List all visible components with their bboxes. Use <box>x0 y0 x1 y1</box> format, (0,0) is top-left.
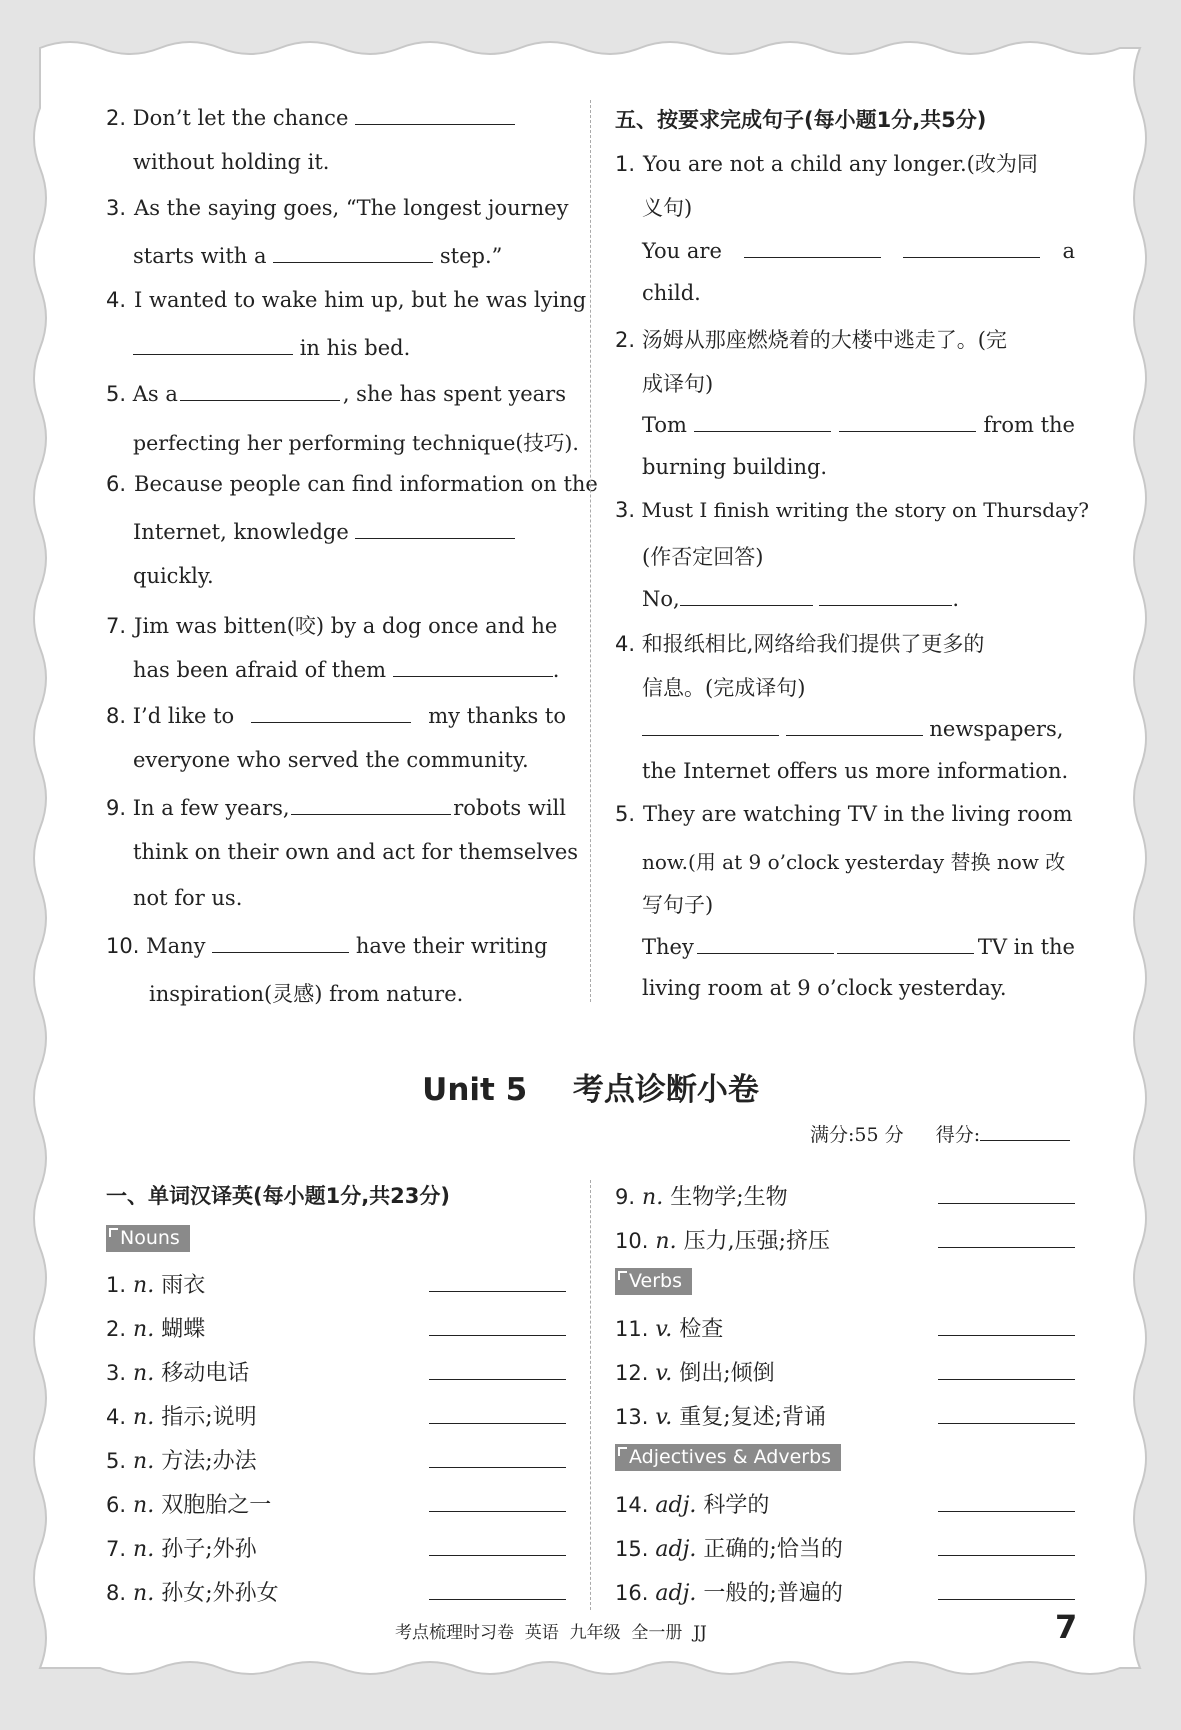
answer-blank[interactable] <box>680 585 813 606</box>
answer-blank[interactable] <box>393 656 553 677</box>
sentence-q4: 4. 和报纸相比,网络给我们提供了更多的 <box>615 632 985 656</box>
question-7: 7. Jim was bitten(咬) by a dog once and he <box>106 614 558 638</box>
answer-blank[interactable] <box>642 715 779 736</box>
tag-nouns: Nouns <box>106 1225 190 1252</box>
answer-blank[interactable] <box>837 933 974 954</box>
answer-blank[interactable] <box>744 237 881 258</box>
sentence-q5: 5. They are watching TV in the living room <box>615 802 1073 826</box>
answer-blank[interactable] <box>819 585 952 606</box>
question-10: 10. Many have their writing <box>106 934 548 958</box>
vocab-item: 1. n. 雨衣 <box>106 1268 566 1298</box>
unit-heading <box>0 1064 1181 1109</box>
unit-subtitle: 考点诊断小卷 <box>572 1072 759 1108</box>
answer-blank[interactable] <box>133 334 293 355</box>
vocab-item: 16. adj. 一般的;普遍的 <box>615 1576 1075 1606</box>
answer-blank[interactable] <box>938 1578 1075 1600</box>
footer-text: 考点梳理时习卷 英语 九年级 全一册 JJ <box>395 1623 707 1643</box>
answer-blank[interactable] <box>429 1534 566 1556</box>
answer-blank[interactable] <box>938 1402 1075 1424</box>
vocab-item: 15. adj. 正确的;恰当的 <box>615 1532 1075 1562</box>
answer-blank[interactable] <box>938 1358 1075 1380</box>
question-5: 5. As a , she has spent years <box>106 382 566 406</box>
score-line: 满分:55 分 得分: <box>810 1120 1070 1147</box>
question-2: 2. Don’t let the chance <box>106 104 515 130</box>
answer-blank[interactable] <box>903 237 1040 258</box>
vocab-item: 6. n. 双胞胎之一 <box>106 1488 566 1518</box>
answer-blank[interactable] <box>694 411 831 432</box>
page-number: 7 <box>1055 1608 1078 1646</box>
score-blank[interactable] <box>980 1122 1070 1141</box>
answer-blank[interactable] <box>938 1226 1075 1248</box>
tag-adjectives-adverbs: Adjectives & Adverbs <box>615 1444 841 1471</box>
answer-blank[interactable] <box>429 1402 566 1424</box>
vocab-item: 9. n. 生物学;生物 <box>615 1180 1075 1210</box>
answer-blank[interactable] <box>355 104 515 125</box>
answer-blank[interactable] <box>938 1314 1075 1336</box>
question-4: 4. I wanted to wake him up, but he was lying <box>106 288 587 312</box>
answer-blank[interactable] <box>429 1270 566 1292</box>
answer-blank[interactable] <box>786 715 923 736</box>
column-divider <box>590 100 591 1002</box>
answer-blank[interactable] <box>429 1446 566 1468</box>
sentence-q1: 1. You are not a child any longer.(改为同 <box>615 152 1038 176</box>
question-3: 3. As the saying goes, “The longest journey <box>106 196 569 220</box>
question-6: 6. Because people can find information on the <box>106 472 598 496</box>
unit-title: Unit 5 <box>422 1072 528 1108</box>
vocab-item: 7. n. 孙子;外孙 <box>106 1532 566 1562</box>
vocab-item: 13. v. 重复;复述;背诵 <box>615 1400 1075 1430</box>
tag-verbs: Verbs <box>615 1268 692 1295</box>
answer-blank[interactable] <box>180 380 340 401</box>
answer-blank[interactable] <box>291 794 451 815</box>
vocab-item: 8. n. 孙女;外孙女 <box>106 1576 566 1606</box>
vocab-item: 10. n. 压力,压强;挤压 <box>615 1224 1075 1254</box>
sentence-q2: 2. 汤姆从那座燃烧着的大楼中逃走了。(完 <box>615 328 1007 352</box>
answer-blank[interactable] <box>355 518 515 539</box>
answer-blank[interactable] <box>273 242 433 263</box>
answer-blank[interactable] <box>251 702 411 723</box>
question-8: 8. I’d like to my thanks to <box>106 704 566 728</box>
answer-blank[interactable] <box>429 1490 566 1512</box>
answer-blank[interactable] <box>938 1490 1075 1512</box>
answer-blank[interactable] <box>938 1534 1075 1556</box>
sentence-q3: 3. Must I finish writing the story on Thursday? <box>615 498 1089 522</box>
answer-blank[interactable] <box>429 1578 566 1600</box>
vocab-item: 11. v. 检查 <box>615 1312 1075 1342</box>
vocab-item: 2. n. 蝴蝶 <box>106 1312 566 1342</box>
answer-blank[interactable] <box>938 1182 1075 1204</box>
answer-blank[interactable] <box>429 1314 566 1336</box>
answer-blank[interactable] <box>839 411 976 432</box>
section-title-1: 一、单词汉译英(每小题1分,共23分) <box>106 1184 451 1208</box>
section-title-5: 五、按要求完成句子(每小题1分,共5分) <box>615 108 987 132</box>
question-9: 9. In a few years, robots will <box>106 796 566 820</box>
answer-blank[interactable] <box>697 933 834 954</box>
answer-blank[interactable] <box>212 932 349 953</box>
vocab-item: 3. n. 移动电话 <box>106 1356 566 1386</box>
vocab-item: 14. adj. 科学的 <box>615 1488 1075 1518</box>
vocab-column-divider <box>590 1180 591 1610</box>
answer-blank[interactable] <box>429 1358 566 1380</box>
vocab-item: 4. n. 指示;说明 <box>106 1400 566 1430</box>
vocab-item: 5. n. 方法;办法 <box>106 1444 566 1474</box>
vocab-item: 12. v. 倒出;倾倒 <box>615 1356 1075 1386</box>
